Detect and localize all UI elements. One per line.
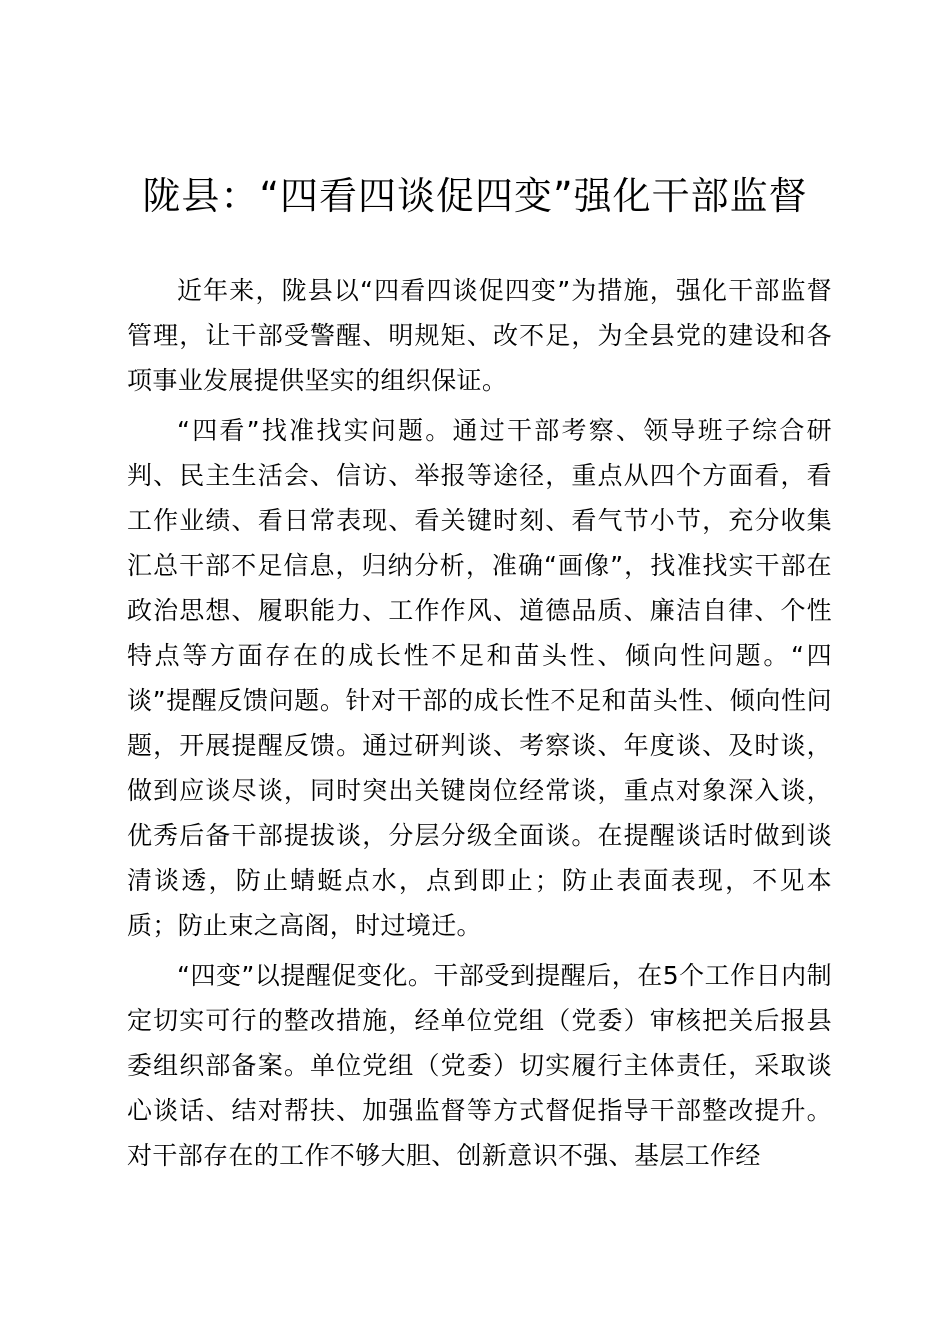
document-title: 陇县：“四看四谈促四变”强化干部监督 (142, 174, 808, 218)
document-body (127, 268, 832, 1183)
paragraph-four-looks-four-talks: “四看”找准找实问题。通过干部考察、领导班子综合研判、民主生活会、信访、举报等途径，重点从四个方面看，看工作业绩、看日常表现、看关键时刻、看气节小节，充分收集汇总干部不足信息，归纳分析，准确“画像”，找准找实干部在政治思想、履职能力、工作作风、道德品质、廉洁自律、个性特点等方面存在的成长性不足和苗头性、倾向性问题。“四谈”提醒反馈问题。针对干部的成长性不足和苗头性、倾向性问题，开展提醒反馈。通过研判谈、考察谈、年度谈、及时谈，做到应谈尽谈，同时突出关键岗位经常谈，重点对象深入谈，优秀后备干部提拔谈，分层分级全面谈。在提醒谈话时做到谈清谈透，防止蜻蜓点水，点到即止；防止表面表现，不见本质；防止束之高阁，时过境迁。 (127, 416, 832, 940)
paragraph-four-changes: “四变”以提醒促变化。干部受到提醒后，在5个工作日内制定切实可行的整改措施，经单位党组（党委）审核把关后报县委组织部备案。单位党组（党委）切实履行主体责任，采取谈心谈话、结对帮扶、加强监督等方式督促指导干部整改提升。对干部存在的工作不够大胆、创新意识不强、基层工作经 (127, 961, 832, 1170)
paragraph-intro: 近年来，陇县以“四看四谈促四变”为措施，强化干部监督管理，让干部受警醒、明规矩、改不足，为全县党的建设和各项事业发展提供坚实的组织保证。 (127, 276, 832, 395)
